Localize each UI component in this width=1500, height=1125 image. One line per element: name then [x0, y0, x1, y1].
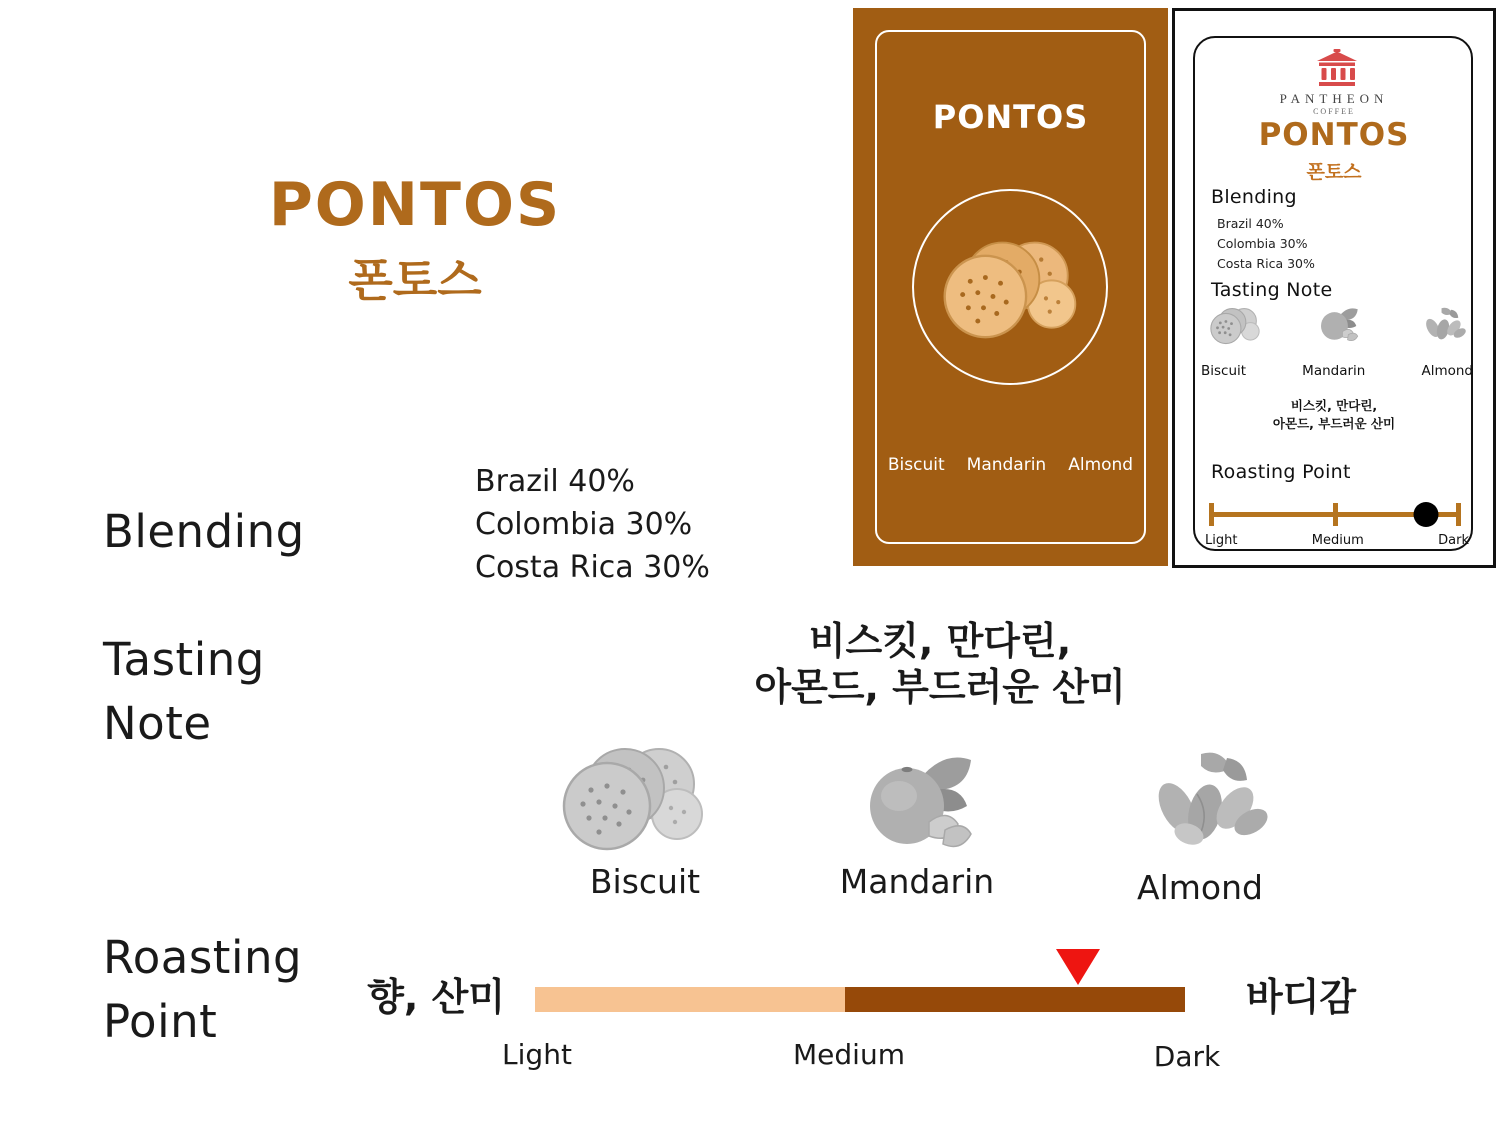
package-front-circle — [912, 189, 1108, 385]
label-blend-item: Brazil 40% — [1217, 216, 1284, 231]
mandarin-icon — [1317, 304, 1365, 345]
label-scale-light: Light — [1205, 533, 1238, 548]
roast-aroma-label: 향, 산미 — [367, 975, 505, 1019]
biscuit-color-image — [934, 234, 1086, 340]
label-roast-scale — [1205, 533, 1469, 548]
roasting-point-heading: Roasting Point — [103, 931, 303, 1048]
flavor-label-almond: Almond — [1137, 868, 1263, 907]
front-flavor-almond: Almond — [1068, 455, 1134, 475]
page-title: PONTOS — [268, 170, 562, 240]
blending-values — [475, 460, 710, 589]
pantheon-temple-icon — [1315, 49, 1359, 87]
blend-item-brazil: Brazil 40% — [475, 464, 635, 499]
label-blend-item: Costa Rica 30% — [1217, 256, 1315, 271]
label-roast-dot — [1413, 502, 1438, 527]
roast-bar-light-segment — [535, 987, 845, 1012]
front-flavor-mandarin: Mandarin — [966, 455, 1047, 475]
mandarin-image — [858, 746, 992, 858]
label-roast-slider — [1209, 499, 1461, 529]
brand-name: PANTHEON — [1279, 91, 1389, 106]
label-blend-item: Colombia 30% — [1217, 236, 1308, 251]
tasting-note-korean: 비스킷, 만다린, 아몬드, 부드러운 산미 — [754, 619, 1126, 709]
label-scale-medium: Medium — [1311, 533, 1364, 548]
scale-label-dark: Dark — [1153, 1040, 1221, 1073]
label-note-korean-line1: 비스킷, 만다린, — [1290, 398, 1378, 413]
label-flavor-icons — [1207, 304, 1467, 345]
roast-body-label: 바디감 — [1246, 975, 1357, 1019]
package-label-card — [1172, 8, 1496, 568]
label-note-korean-line2: 아몬드, 부드러운 산미 — [1272, 416, 1396, 431]
almond-image — [1138, 748, 1272, 852]
tasting-note-heading: Tasting Note — [103, 633, 265, 750]
almond-icon — [1419, 306, 1467, 344]
label-title: PONTOS — [1258, 117, 1410, 153]
slider-tick-medium — [1333, 503, 1338, 526]
label-scale-dark: Dark — [1438, 533, 1469, 548]
label-flavor-mandarin: Mandarin — [1302, 363, 1366, 379]
package-front-card — [853, 8, 1168, 566]
blending-heading: Blending — [103, 505, 305, 558]
scale-label-light: Light — [502, 1038, 572, 1071]
label-flavor-almond: Almond — [1421, 363, 1473, 379]
label-title-korean: 폰토스 — [1306, 161, 1362, 183]
brand-subtitle: COFFEE — [1313, 107, 1355, 116]
package-front-title: PONTOS — [932, 98, 1089, 136]
label-flavor-biscuit: Biscuit — [1201, 363, 1247, 379]
label-flavor-names — [1201, 363, 1473, 379]
blend-item-costarica: Costa Rica 30% — [475, 550, 710, 585]
biscuit-icon — [1207, 305, 1263, 345]
label-blending-heading: Blending — [1211, 186, 1297, 208]
scale-label-medium: Medium — [793, 1038, 905, 1071]
slider-tick-light — [1209, 503, 1214, 526]
label-tasting-heading: Tasting Note — [1211, 279, 1333, 301]
page-title-korean: 폰토스 — [348, 253, 482, 307]
slider-tick-dark — [1456, 503, 1461, 526]
blend-item-colombia: Colombia 30% — [475, 507, 693, 542]
roast-level-bar — [535, 987, 1185, 1012]
roast-marker — [1056, 949, 1100, 985]
front-flavor-biscuit: Biscuit — [887, 455, 945, 475]
flavor-label-mandarin: Mandarin — [839, 862, 995, 901]
label-blending-items — [1217, 214, 1315, 274]
flavor-label-biscuit: Biscuit — [589, 862, 701, 901]
biscuit-image — [552, 740, 714, 852]
package-front-flavors — [853, 455, 1168, 475]
label-roasting-heading: Roasting Point — [1211, 461, 1351, 483]
